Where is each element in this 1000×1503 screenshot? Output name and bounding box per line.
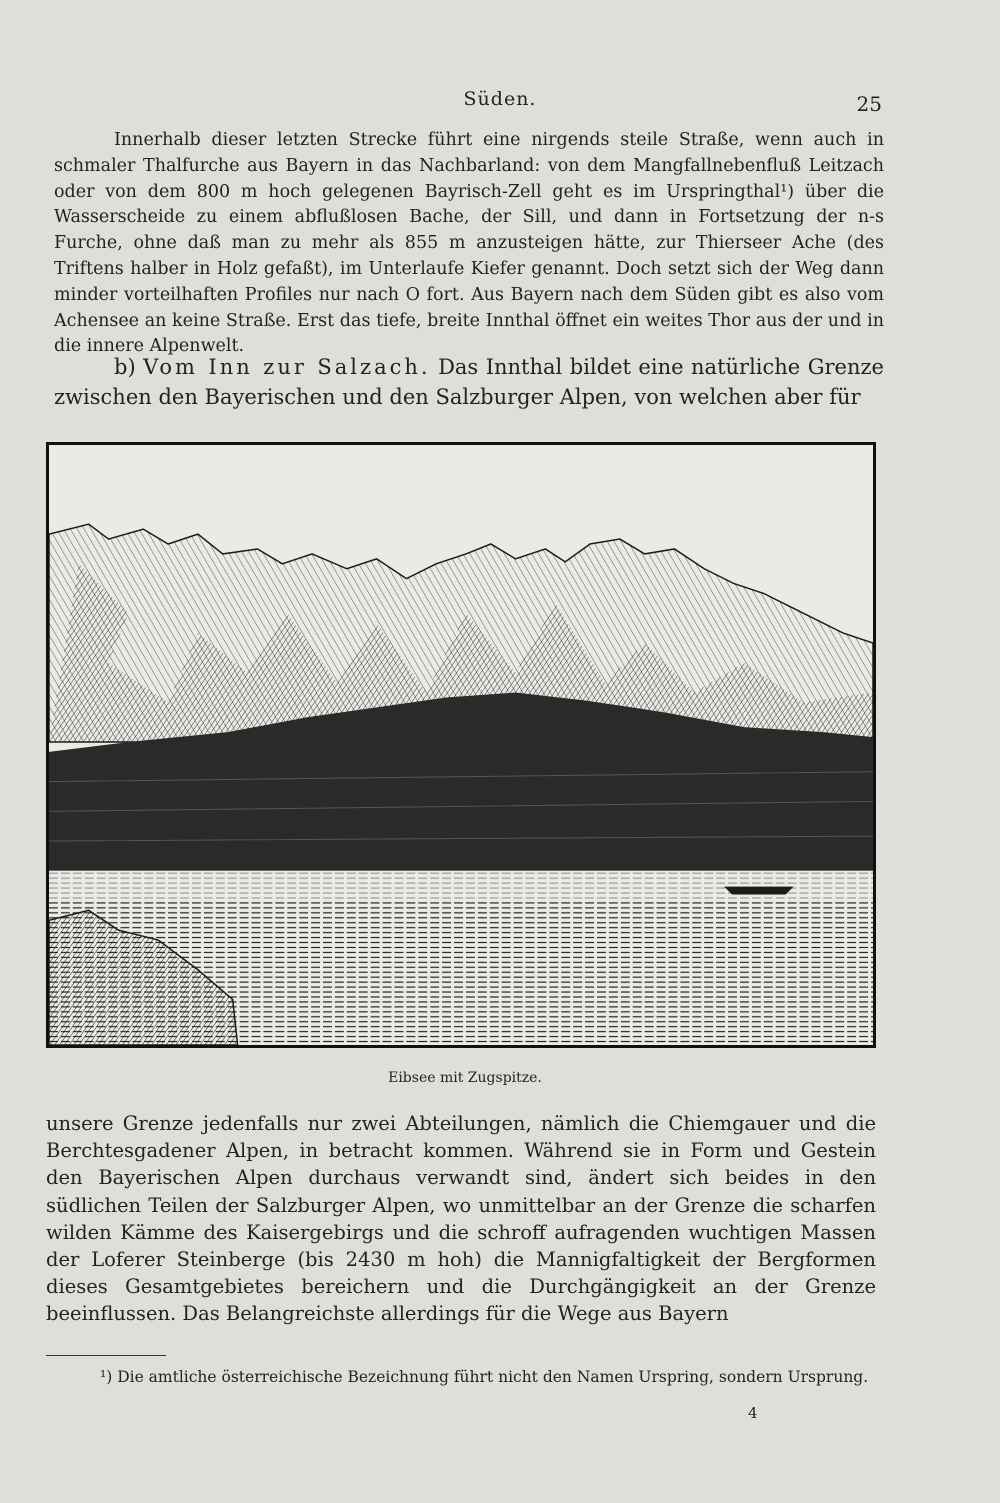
paragraph-top: Innerhalb dieser letzten Strecke führt eine nirgends steile Straße, wenn auch in schmaler Thalfurche aus Bayern in das Nachbarland: von dem Mangfallnebenfluß Leitzach oder von dem 800 m hoch gelegenen Bayrisch-Zell geht es im Urspringthal¹) über die Wasserscheide zu einem abflußlosen Bache, der Sill, und dann in Fortsetzung der n-s Furche, ohne daß man zu mehr als 855 m anzusteigen hätte, zur Thierseer Ache (des Triftens halber in Holz gefaßt), im Unterlaufe Kiefer genannt. Doch setzt sich der Weg dann minder vorteilhaften Profiles nur nach O fort. Aus Bayern nach dem Süden gibt es also vom Achensee an keine Straße. Erst das tiefe, breite Innthal öffnet ein weites Thor aus der und in die innere Alpenwelt.: [54, 130, 884, 357]
footnote-divider: [46, 1355, 166, 1356]
page-number: 25: [856, 92, 882, 116]
illustration-drawing: [49, 445, 873, 1045]
running-title: Süden.: [463, 88, 537, 110]
section-text: Das Innthal bildet eine natürliche Grenze zwischen den Bayerischen und den Salzburger Alpen, von welchen aber für: [54, 355, 884, 409]
illustration-eibsee: [46, 442, 876, 1048]
section-label: b): [114, 355, 136, 379]
paragraph-section-b: [54, 352, 884, 412]
footnote: ¹) Die amtliche österreichische Bezeichnung führt nicht den Namen Urspring, sondern Ursprung.: [100, 1368, 869, 1386]
printer-signature: 4: [748, 1404, 758, 1422]
figure-caption: Eibsee mit Zugspitze.: [388, 1070, 542, 1086]
boat: [724, 887, 793, 895]
paragraph-bottom: unsere Grenze jedenfalls nur zwei Abteilungen, nämlich die Chiemgauer und die Berchtesgadener Alpen, in betracht kommen. Während sie in Form und Gestein den Bayerischen Alpen durchaus verwandt sind, ändert sich beides in den südlichen Teilen der Salzburger Alpen, wo unmittelbar an der Grenze die scharfen wilden Kämme des Kaisergebirgs und die schroff aufragenden wuchtigen Massen der Loferer Steinberge (bis 2430 m hoh) die Mannigfaltigkeit der Bergformen dieses Gesamtgebietes bereichern und die Durchgängigkeit an der Grenze beeinflussen. Das Belangreichste allerdings für die Wege aus Bayern: [46, 1112, 876, 1326]
section-heading: Vom Inn zur Salzach.: [143, 355, 431, 379]
